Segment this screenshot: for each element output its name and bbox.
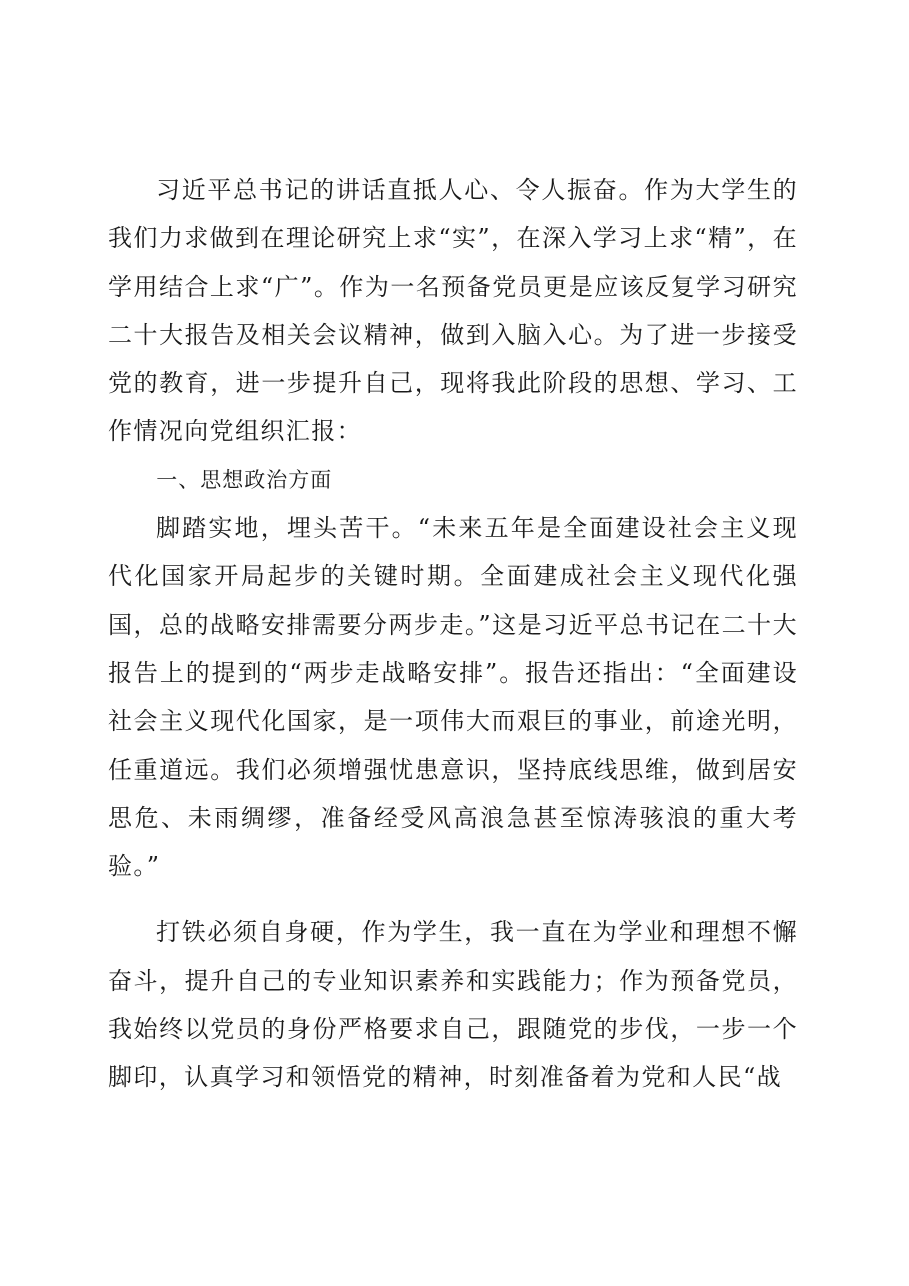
- section-paragraph-1: 脚踏实地，埋头苦干。“未来五年是全面建设社会主义现代化国家开局起步的关键时期。全面建成社会主义现代化强国，总的战略安排需要分两步走。”这是习近平总书记在二十大报告上的提到的“两步走战略安排”。报告还指出：“全面建设社会主义现代化国家，是一项伟大而艰巨的事业，前途光明，任重道远。我们必须增强忧患意识，坚持底线思维，做到居安思危、未雨绸缪，准备经受风高浪急甚至惊涛骇浪的重大考验。”: [108, 514, 798, 881]
- section-heading: 一、思想政治方面: [156, 467, 333, 492]
- document-body: [108, 166, 798, 1102]
- section-paragraph-2: 打铁必须自身硬，作为学生，我一直在为学业和理想不懈奋斗，提升自己的专业知识素养和实践能力；作为预备党员，我始终以党员的身份严格要求自己，跟随党的步伐，一步一个脚印，认真学习和领悟党的精神，时刻准备着为党和人民“战: [108, 918, 798, 1092]
- intro-paragraph: 习近平总书记的讲话直抵人心、令人振奋。作为大学生的我们力求做到在理论研究上求“实”，在深入学习上求“精”，在学用结合上求“广”。作为一名预备党员更是应该反复学习研究二十大报告及相关会议精神，做到入脑入心。为了进一步接受党的教育，进一步提升自己，现将我此阶段的思想、学习、工作情况向党组织汇报：: [108, 176, 798, 446]
